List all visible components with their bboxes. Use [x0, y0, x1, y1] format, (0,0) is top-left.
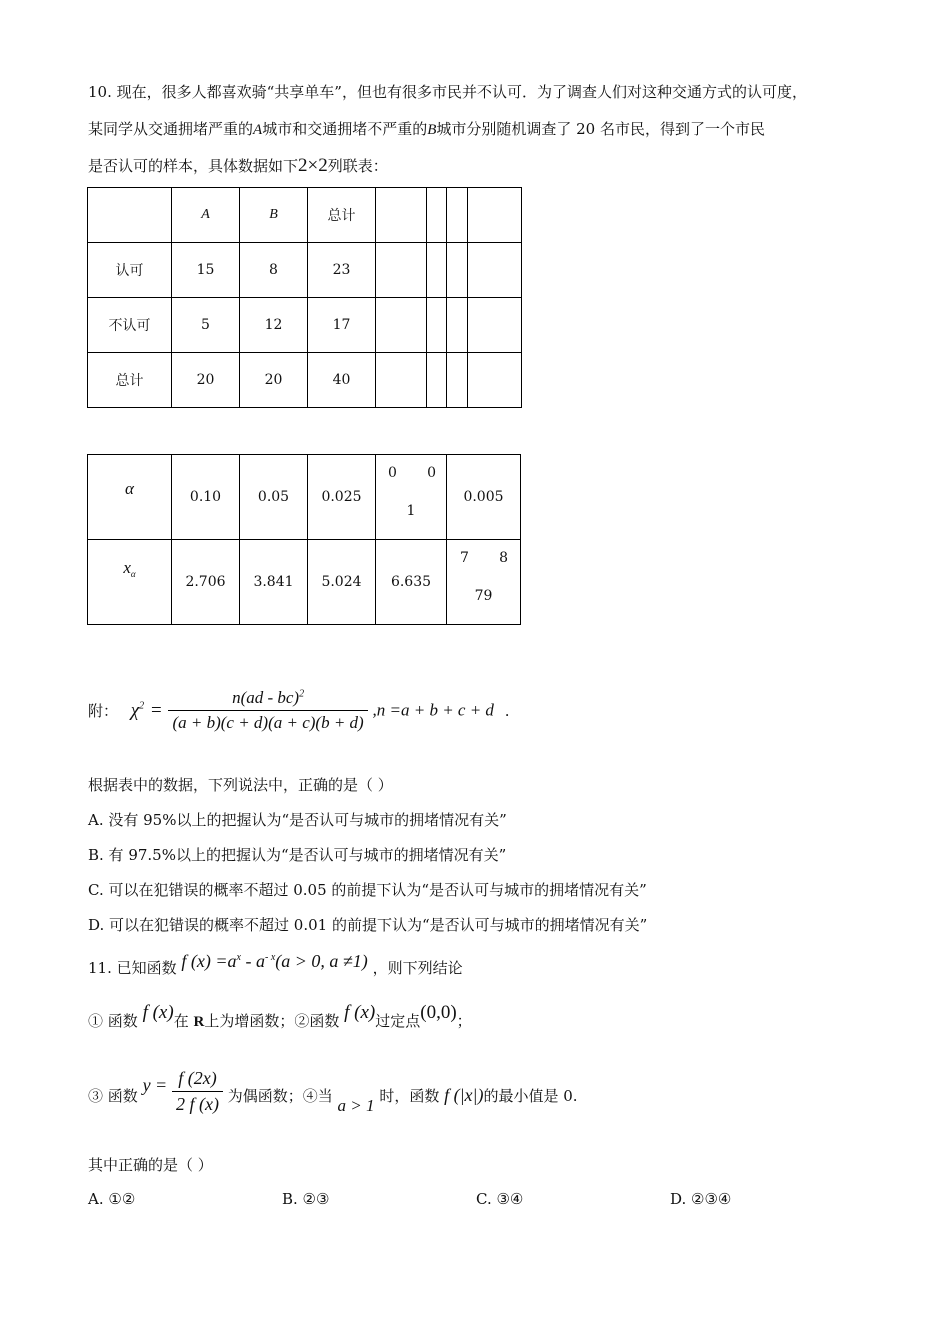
table-row	[88, 455, 521, 540]
table-cell: 15	[172, 243, 240, 298]
table-row	[88, 353, 522, 408]
split-cell	[447, 540, 521, 625]
q10-line3-b: 列联表：	[327, 157, 388, 175]
empty-cell	[427, 353, 447, 408]
s1-prefix: ① 函数	[88, 1012, 138, 1030]
split-bottom: 79	[474, 588, 493, 604]
q11-statement-3-4	[88, 1068, 578, 1115]
chi-square-formula	[88, 688, 510, 733]
table-cell: 0.025	[308, 455, 376, 540]
table-cell: 23	[308, 243, 376, 298]
s3-numerator: f (2x)	[172, 1068, 223, 1092]
fraction-denominator: (a + b)(c + d)(a + c)(b + d)	[172, 713, 364, 732]
s1-text: 在	[173, 1012, 189, 1030]
contingency-table	[87, 187, 522, 408]
empty-cell	[468, 353, 522, 408]
table-cell: 17	[308, 298, 376, 353]
table-cell: 12	[240, 298, 308, 353]
q10-line2-b: 城市和交通拥堵不严重的	[262, 120, 428, 138]
q11-option-d[interactable]: D. ②③④	[670, 1190, 732, 1208]
s4-text: 时，函数	[379, 1087, 440, 1105]
table-cell: 20	[172, 353, 240, 408]
s4-condition: a > 1	[337, 1095, 375, 1115]
table-cell: 0.10	[172, 455, 240, 540]
q10-line2-a: 某同学从交通拥堵严重的	[88, 120, 254, 138]
s2-function: f (x)	[344, 1002, 376, 1023]
empty-cell	[427, 298, 447, 353]
s3-fraction	[172, 1068, 223, 1115]
q11-statement-1-2	[88, 1002, 472, 1032]
q11-function: f $(x) =a^x - a^{- x}(a > 0$, a ≠1)	[181, 951, 368, 971]
q10-line3-math: 2×2	[298, 155, 328, 176]
empty-cell	[447, 243, 468, 298]
split-bottom: 1	[406, 503, 416, 519]
table-cell: A	[172, 188, 240, 243]
table-cell: 2.706	[172, 540, 240, 625]
s2-text: 过定点	[375, 1012, 421, 1030]
table-cell: 5.024	[308, 540, 376, 625]
chi-fraction	[168, 688, 367, 733]
empty-cell	[376, 298, 427, 353]
table-cell: 0.05	[240, 455, 308, 540]
empty-cell	[447, 188, 468, 243]
critical-value-table	[87, 454, 521, 625]
table-row	[88, 243, 522, 298]
q11-line1	[88, 951, 463, 978]
city-a-label: A	[253, 122, 263, 138]
split-top-right: 0	[427, 465, 436, 481]
table-cell: 20	[240, 353, 308, 408]
q11-option-b[interactable]: B. ②③	[282, 1190, 330, 1208]
split-top-left: 0	[388, 465, 397, 481]
split-cell	[376, 455, 447, 540]
table-row	[88, 298, 522, 353]
appendix-period: .	[504, 701, 510, 720]
table-cell: 认可	[88, 243, 172, 298]
empty-cell	[427, 243, 447, 298]
empty-cell	[468, 298, 522, 353]
q10-stem: 根据表中的数据，下列说法中，正确的是（ ）	[88, 776, 393, 794]
table-cell: 0.005	[447, 455, 521, 540]
equals-sign: =	[150, 699, 162, 721]
empty-cell	[376, 243, 427, 298]
empty-cell	[447, 298, 468, 353]
s1-function: f (x)	[142, 1002, 174, 1023]
q11-option-c[interactable]: C. ③④	[476, 1190, 524, 1208]
q10-line2-c: 城市分别随机调查了 20 名市民，得到了一个市民	[436, 120, 766, 138]
s3-prefix: ③ 函数	[88, 1087, 138, 1105]
city-b-label: B	[427, 122, 437, 138]
empty-cell	[468, 243, 522, 298]
q11-option-a[interactable]: A. ①②	[88, 1190, 136, 1208]
q10-line2	[88, 119, 765, 140]
s4-text-2: 的最小值是 0.	[483, 1087, 578, 1105]
q11-stem: 其中正确的是（ ）	[88, 1156, 213, 1174]
empty-cell	[447, 353, 468, 408]
table-cell: 不认可	[88, 298, 172, 353]
q11-prefix: 11. 已知函数	[88, 959, 177, 977]
split-top-right: 8	[499, 550, 508, 566]
table-cell: 总计	[308, 188, 376, 243]
q10-option-a[interactable]: A. 没有 95%以上的把握认为“是否认可与城市的拥堵情况有关”	[88, 811, 507, 829]
table-row	[88, 540, 521, 625]
appendix-prefix: 附：	[88, 702, 119, 720]
s3-y: y =	[142, 1075, 168, 1095]
s3-denominator: 2 f (x)	[175, 1094, 219, 1114]
fraction-numerator: n(ad - bc)$^2$	[168, 688, 367, 711]
table-cell: 5	[172, 298, 240, 353]
s4-function: f (|x|)	[444, 1085, 484, 1105]
alpha-header: α	[88, 455, 172, 540]
split-top-left: 7	[460, 550, 469, 566]
table-cell: 总计	[88, 353, 172, 408]
table-row	[88, 188, 522, 243]
chi-symbol: $\chi^2$	[130, 699, 145, 721]
table-cell	[88, 188, 172, 243]
q10-line1: 10. 现在，很多人都喜欢骑“共享单车”，但也有很多市民并不认可．为了调查人们对这种交通方式的认可度，	[88, 83, 807, 101]
q10-option-c[interactable]: C. 可以在犯错误的概率不超过 0.05 的前提下认为“是否认可与城市的拥堵情况有关”	[88, 881, 647, 899]
sample-size-formula: ,n =a + b + c + d	[372, 700, 494, 720]
q10-line3-a: 是否认可的样本，具体数据如下	[88, 157, 299, 175]
q10-line3	[88, 156, 388, 176]
empty-cell	[468, 188, 522, 243]
fixed-point: (0,0)	[420, 1002, 457, 1023]
q10-option-b[interactable]: B. 有 97.5%以上的把握认为“是否认可与城市的拥堵情况有关”	[88, 846, 507, 864]
table-cell: B	[240, 188, 308, 243]
empty-cell	[376, 188, 427, 243]
s3-text: 为偶函数；④当	[227, 1087, 333, 1105]
empty-cell	[376, 353, 427, 408]
real-set-symbol: R	[193, 1014, 205, 1030]
table-cell: 6.635	[376, 540, 447, 625]
q10-option-d[interactable]: D. 可以在犯错误的概率不超过 0.01 的前提下认为“是否认可与城市的拥堵情况有关”	[88, 916, 648, 934]
table-cell: 40	[308, 353, 376, 408]
q11-suffix: ，则下列结论	[372, 959, 463, 977]
table-cell: 8	[240, 243, 308, 298]
x-header: $x_\alpha$	[88, 540, 172, 625]
s1-text-2: 上为增函数；②函数	[204, 1012, 340, 1030]
table-cell: 3.841	[240, 540, 308, 625]
s2-end: ；	[456, 1012, 472, 1030]
empty-cell	[427, 188, 447, 243]
